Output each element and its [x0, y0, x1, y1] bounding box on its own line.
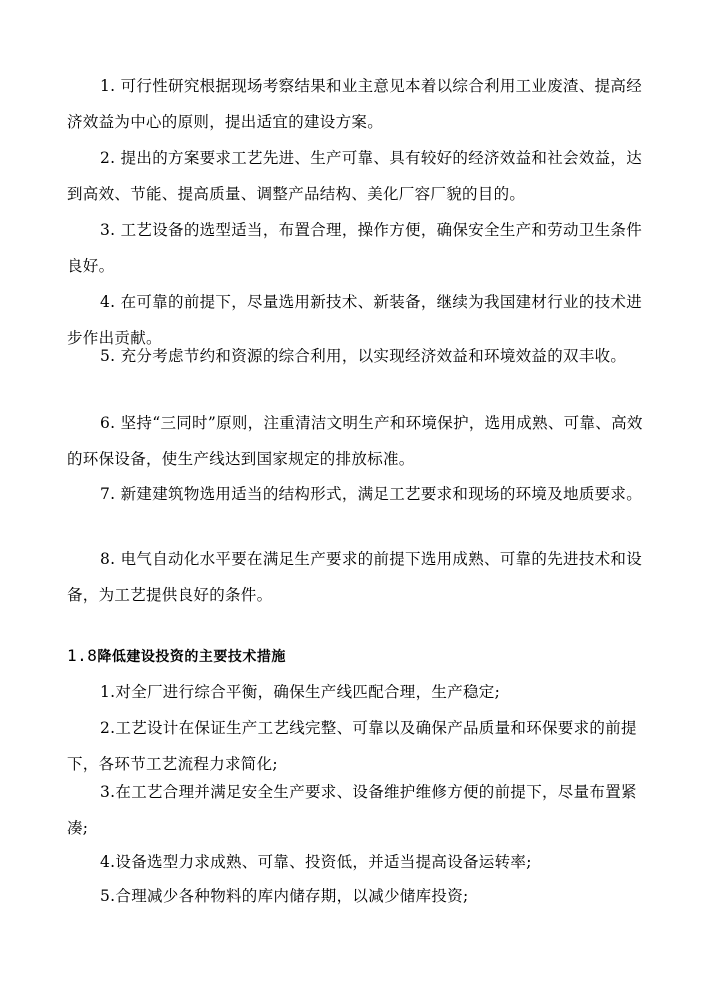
principle-paragraph-4: 4. 在可靠的前提下，尽量选用新技术、新装备，继续为我国建材行业的技术进步作出贡献。 — [67, 293, 643, 347]
measure-paragraph-1: 1.对全厂进行综合平衡，确保生产线匹配合理，生产稳定; — [100, 683, 501, 701]
measure-paragraph-3: 3.在工艺合理并满足安全生产要求、设备维护维修方便的前提下，尽量布置紧凑; — [67, 783, 637, 837]
principle-paragraph-6: 6. 坚持“三同时”原则，注重清洁文明生产和环境保护，选用成熟、可靠、高效的环保设备，使生产线达到国家规定的排放标准。 — [67, 414, 643, 468]
measure-paragraph-5: 5.合理减少各种物料的库内储存期，以减少储库投资; — [100, 887, 469, 905]
principle-paragraph-5: 5. 充分考虑节约和资源的综合利用，以实现经济效益和环境效益的双丰收。 — [100, 347, 627, 365]
section-heading — [67, 642, 286, 671]
measure-paragraph-4: 4.设备选型力求成熟、可靠、投资低，并适当提高设备运转率; — [100, 853, 532, 871]
principle-paragraph-8: 8. 电气自动化水平要在满足生产要求的前提下选用成熟、可靠的先进技术和设备，为工艺提供良好的条件。 — [67, 550, 643, 604]
section-number: 1.8 — [67, 646, 98, 665]
principle-paragraph-2: 2. 提出的方案要求工艺先进、生产可靠、具有较好的经济效益和社会效益，达到高效、节能、提高质量、调整产品结构、美化厂容厂貌的目的。 — [67, 149, 643, 203]
principle-paragraph-3: 3. 工艺设备的选型适当，布置合理，操作方便，确保安全生产和劳动卫生条件良好。 — [67, 221, 643, 275]
measure-paragraph-2: 2.工艺设计在保证生产工艺线完整、可靠以及确保产品质量和环保要求的前提下，各环节工艺流程力求简化; — [67, 719, 637, 773]
principle-paragraph-1: 1. 可行性研究根据现场考察结果和业主意见本着以综合利用工业废渣、提高经济效益为中心的原则，提出适宜的建设方案。 — [67, 77, 643, 131]
section-title: 降低建设投资的主要技术措施 — [97, 649, 286, 665]
principle-paragraph-7: 7. 新建建筑物选用适当的结构形式，满足工艺要求和现场的环境及地质要求。 — [100, 485, 643, 503]
